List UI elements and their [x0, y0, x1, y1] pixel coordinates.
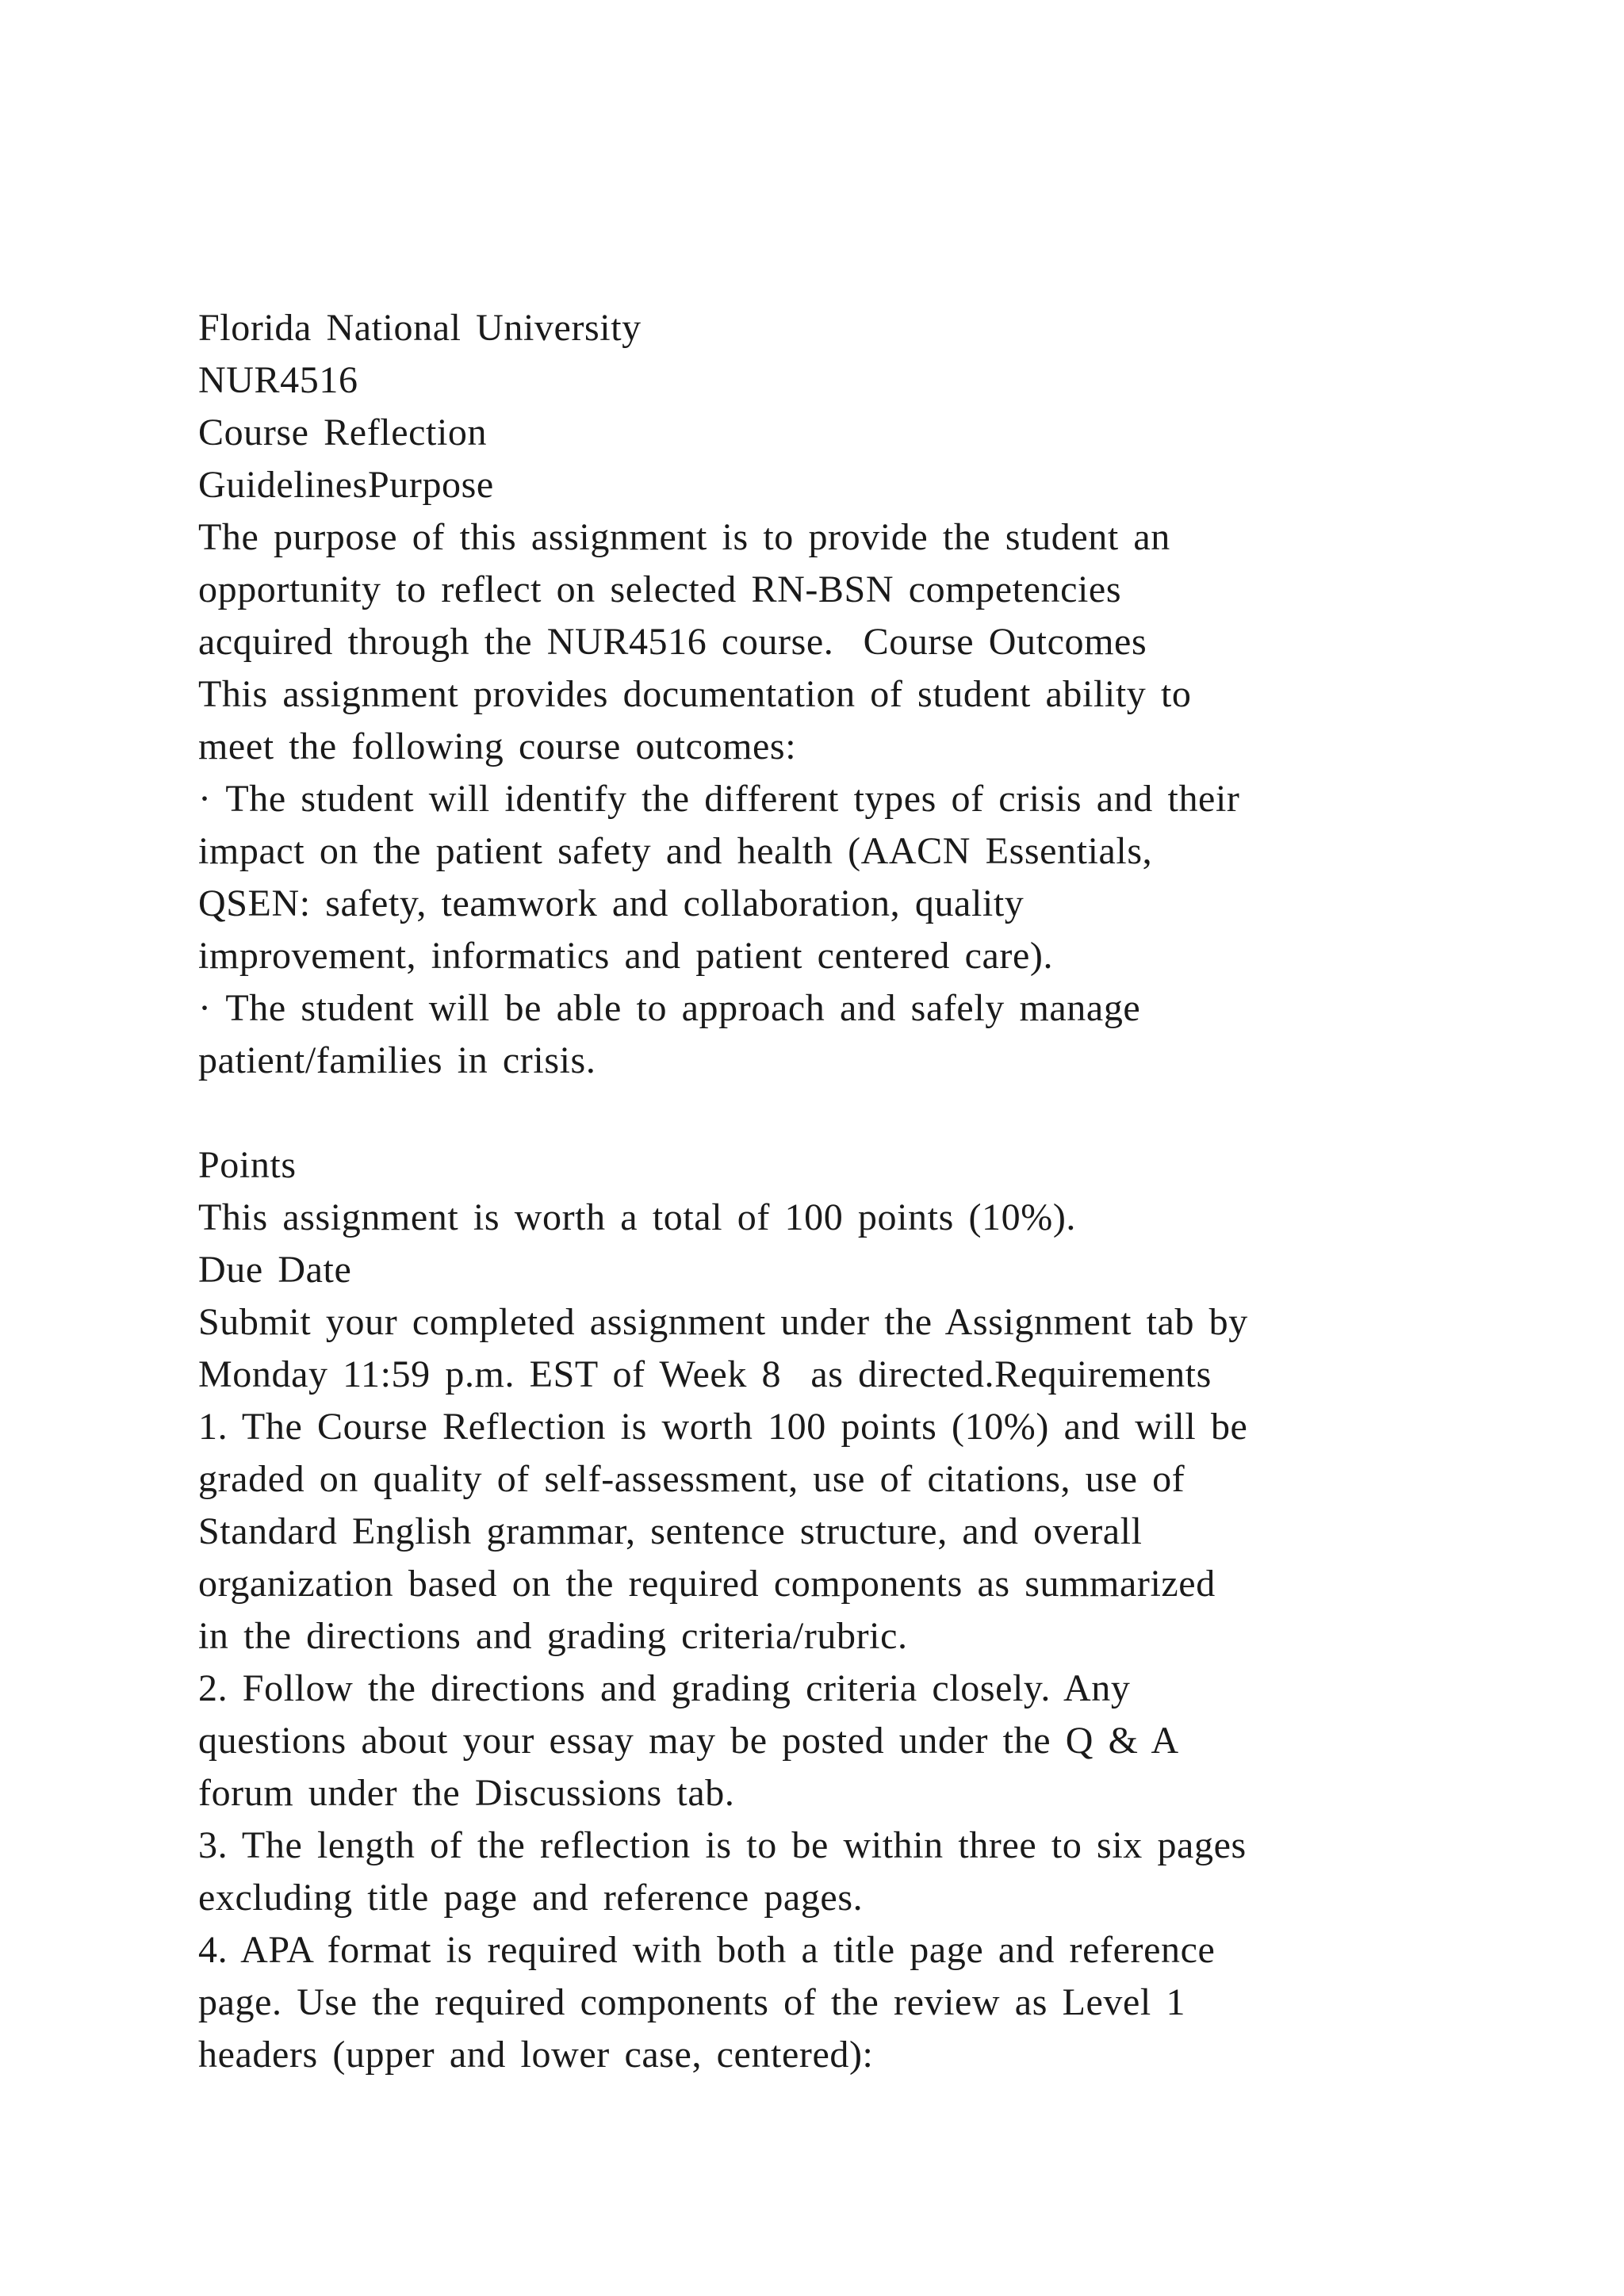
- document-body: [198, 302, 1562, 2081]
- purpose-line-1: The purpose of this assignment is to provide the student an: [198, 516, 1170, 558]
- requirement-1-line-2: graded on quality of self-assessment, use of citations, use of: [198, 1458, 1185, 1500]
- outcome-bullet-1-line-3: QSEN: safety, teamwork and collaboration, quality: [198, 882, 1025, 924]
- requirement-2-line-3: forum under the Discussions tab.: [198, 1772, 735, 1814]
- blank-line: [198, 1087, 1562, 1139]
- due-date-line-1: Submit your completed assignment under the Assignment tab by: [198, 1301, 1248, 1343]
- outcome-bullet-1-line-4: improvement, informatics and patient centered care).: [198, 935, 1054, 977]
- due-date-line-2: Monday 11:59 p.m. EST of Week 8 as directed.Requirements: [198, 1353, 1212, 1395]
- outcomes-line-2: meet the following course outcomes:: [198, 725, 797, 767]
- outcome-bullet-2-line-1: · The student will be able to approach and safely manage: [198, 987, 1141, 1029]
- purpose-line-2: opportunity to reflect on selected RN-BSN competencies: [198, 568, 1122, 610]
- requirement-1-line-3: Standard English grammar, sentence structure, and overall: [198, 1510, 1143, 1552]
- points-text: This assignment is worth a total of 100 points (10%).: [198, 1196, 1077, 1238]
- purpose-line-3: acquired through the NUR4516 course. Course Outcomes: [198, 621, 1147, 663]
- points-heading: Points: [198, 1144, 297, 1186]
- requirement-3-line-1: 3. The length of the reflection is to be within three to six pages: [198, 1824, 1247, 1866]
- due-date-heading: Due Date: [198, 1249, 352, 1291]
- requirement-1-line-1: 1. The Course Reflection is worth 100 points (10%) and will be: [198, 1406, 1248, 1448]
- document-title: Course Reflection: [198, 411, 488, 453]
- outcome-bullet-1-line-2: impact on the patient safety and health (AACN Essentials,: [198, 830, 1153, 872]
- outcomes-line-1: This assignment provides documentation of student ability to: [198, 673, 1192, 715]
- guidelines-purpose-heading: GuidelinesPurpose: [198, 464, 494, 506]
- requirement-2-line-1: 2. Follow the directions and grading criteria closely. Any: [198, 1667, 1131, 1709]
- requirement-2-line-2: questions about your essay may be posted under the Q & A: [198, 1720, 1179, 1762]
- requirement-4-line-2: page. Use the required components of the review as Level 1: [198, 1981, 1186, 2023]
- requirement-4-line-3: headers (upper and lower case, centered):: [198, 2034, 874, 2076]
- university-name: Florida National University: [198, 307, 642, 349]
- outcome-bullet-2-line-2: patient/families in crisis.: [198, 1039, 596, 1081]
- requirement-1-line-5: in the directions and grading criteria/rubric.: [198, 1615, 908, 1657]
- requirement-3-line-2: excluding title page and reference pages.: [198, 1877, 864, 1919]
- outcome-bullet-1-line-1: · The student will identify the different types of crisis and their: [198, 778, 1240, 820]
- course-code: NUR4516: [198, 359, 358, 401]
- requirement-4-line-1: 4. APA format is required with both a title page and reference: [198, 1929, 1216, 1971]
- requirement-1-line-4: organization based on the required components as summarized: [198, 1563, 1216, 1605]
